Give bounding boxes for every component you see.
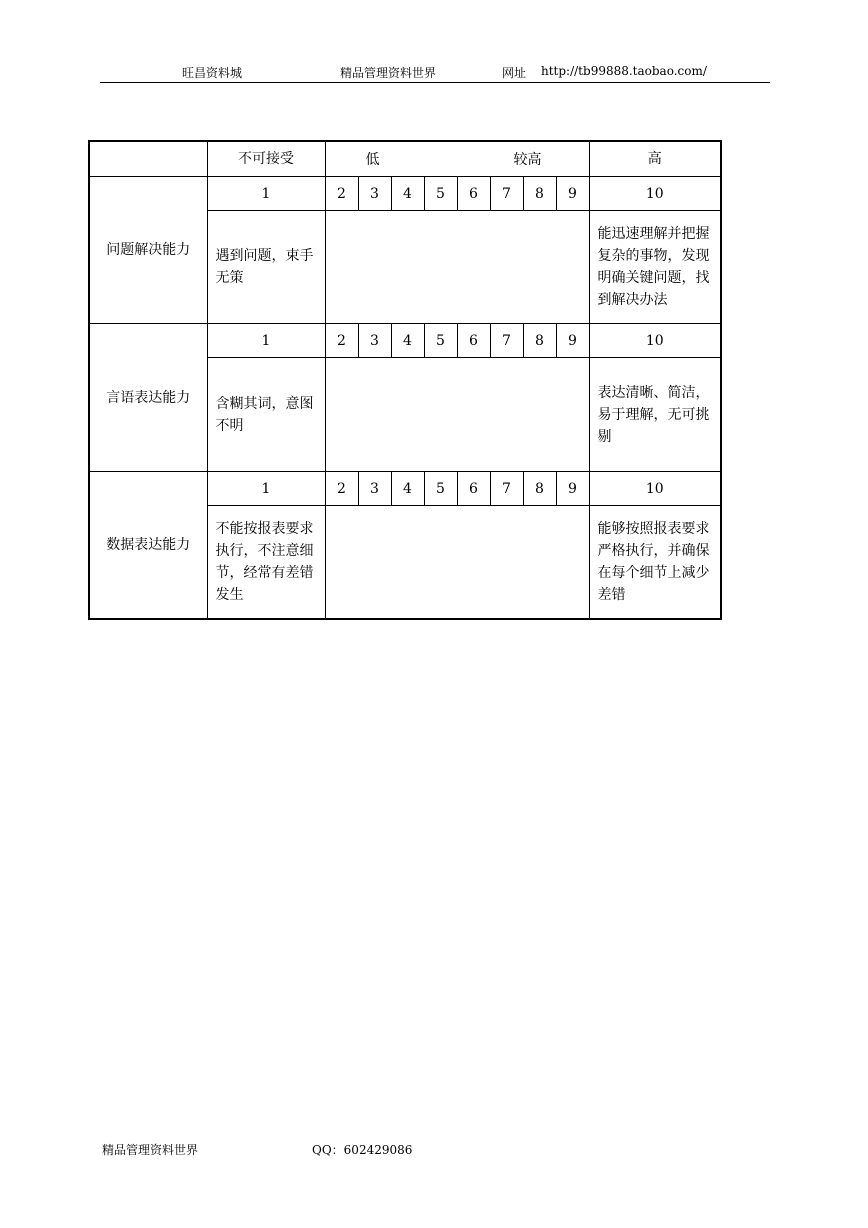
low-description: 遇到问题，束手无策: [207, 211, 325, 324]
header-higher: 较高: [513, 152, 542, 168]
page-footer: [102, 1141, 413, 1158]
score-row: [89, 177, 721, 211]
score-cell: 5: [424, 177, 457, 211]
score-cell: 6: [457, 177, 490, 211]
footer-world-name: 精品管理资料世界: [102, 1143, 199, 1157]
score-cell: 4: [391, 177, 424, 211]
score-cell: 9: [556, 324, 589, 358]
score-cell: 8: [523, 324, 556, 358]
page-header: [100, 62, 770, 83]
header-url: http://tb99888.taobao.com/: [541, 64, 707, 78]
header-unacceptable: 不可接受: [207, 141, 325, 177]
score-cell: 7: [490, 324, 523, 358]
score-cell: 3: [358, 177, 391, 211]
score-cell: 9: [556, 177, 589, 211]
header-high: 高: [589, 141, 721, 177]
score-cell: 6: [457, 472, 490, 506]
score-cell: 10: [589, 177, 721, 211]
dimension-label: 言语表达能力: [89, 324, 207, 472]
middle-blank-cell: [325, 358, 589, 472]
middle-blank-cell: [325, 506, 589, 619]
score-cell: 4: [391, 472, 424, 506]
score-cell: 2: [325, 177, 358, 211]
score-cell: 2: [325, 472, 358, 506]
score-cell: 10: [589, 324, 721, 358]
header-blank-cell: [89, 141, 207, 177]
header-shop-name: 旺昌资料城: [182, 66, 243, 80]
score-cell: 3: [358, 324, 391, 358]
score-cell: 7: [490, 177, 523, 211]
high-description: 能够按照报表要求严格执行，并确保在每个细节上减少差错: [589, 506, 721, 619]
table-header-row: [89, 141, 721, 177]
score-cell: 3: [358, 472, 391, 506]
score-cell: 2: [325, 324, 358, 358]
score-cell: 6: [457, 324, 490, 358]
high-description: 能迅速理解并把握复杂的事物，发现明确关键问题，找到解决办法: [589, 211, 721, 324]
evaluation-table: [88, 140, 722, 620]
score-row: [89, 472, 721, 506]
dimension-label: 数据表达能力: [89, 472, 207, 619]
header-url-label: 网址: [502, 66, 527, 80]
score-cell: 10: [589, 472, 721, 506]
header-world-name: 精品管理资料世界: [340, 66, 437, 80]
score-cell: 4: [391, 324, 424, 358]
score-cell: 1: [207, 472, 325, 506]
score-cell: 1: [207, 177, 325, 211]
header-low-to-higher: [325, 141, 589, 177]
score-cell: 7: [490, 472, 523, 506]
middle-blank-cell: [325, 211, 589, 324]
score-row: [89, 324, 721, 358]
score-cell: 9: [556, 472, 589, 506]
score-cell: 5: [424, 472, 457, 506]
footer-qq: QQ：602429086: [312, 1143, 413, 1157]
dimension-label: 问题解决能力: [89, 177, 207, 324]
score-cell: 5: [424, 324, 457, 358]
score-cell: 1: [207, 324, 325, 358]
header-low: 低: [365, 152, 380, 168]
low-description: 不能按报表要求执行，不注意细节，经常有差错发生: [207, 506, 325, 619]
low-description: 含糊其词，意图不明: [207, 358, 325, 472]
score-cell: 8: [523, 177, 556, 211]
score-cell: 8: [523, 472, 556, 506]
high-description: 表达清晰、简洁，易于理解，无可挑剔: [589, 358, 721, 472]
